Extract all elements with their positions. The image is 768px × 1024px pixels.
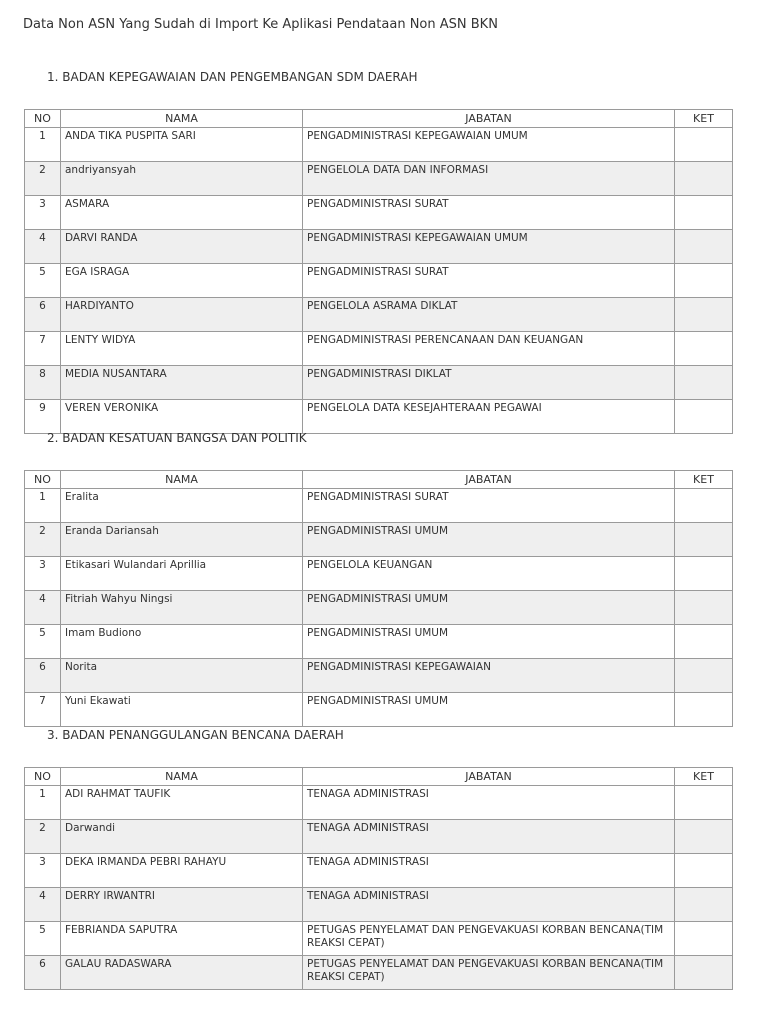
cell-no: 6 (25, 956, 61, 990)
cell-jabatan: PETUGAS PENYELAMAT DAN PENGEVAKUASI KORBAN BENCANA(TIM REAKSI CEPAT) (303, 922, 675, 956)
cell-nama: DARVI RANDA (61, 230, 303, 264)
cell-ket (675, 956, 733, 990)
table-row (25, 489, 733, 523)
table-header-row (25, 110, 733, 128)
cell-no: 5 (25, 625, 61, 659)
cell-ket (675, 366, 733, 400)
cell-nama: EGA ISRAGA (61, 264, 303, 298)
table-row (25, 854, 733, 888)
cell-nama: andriyansyah (61, 162, 303, 196)
column-header-no: NO (25, 110, 61, 128)
table-row (25, 922, 733, 956)
column-header-ket: KET (675, 471, 733, 489)
cell-no: 1 (25, 786, 61, 820)
cell-jabatan: TENAGA ADMINISTRASI (303, 786, 675, 820)
cell-jabatan: TENAGA ADMINISTRASI (303, 854, 675, 888)
cell-nama: FEBRIANDA SAPUTRA (61, 922, 303, 956)
cell-ket (675, 820, 733, 854)
cell-ket (675, 523, 733, 557)
column-header-nama: NAMA (61, 110, 303, 128)
table-row (25, 693, 733, 727)
cell-no: 4 (25, 591, 61, 625)
table-row (25, 659, 733, 693)
cell-no: 5 (25, 264, 61, 298)
cell-no: 4 (25, 230, 61, 264)
cell-ket (675, 591, 733, 625)
cell-jabatan: PETUGAS PENYELAMAT DAN PENGEVAKUASI KORBAN BENCANA(TIM REAKSI CEPAT) (303, 956, 675, 990)
cell-nama: Yuni Ekawati (61, 693, 303, 727)
cell-nama: Fitriah Wahyu Ningsi (61, 591, 303, 625)
cell-jabatan: PENGELOLA KEUANGAN (303, 557, 675, 591)
cell-jabatan: PENGADMINISTRASI PERENCANAAN DAN KEUANGAN (303, 332, 675, 366)
cell-ket (675, 162, 733, 196)
cell-no: 1 (25, 128, 61, 162)
cell-no: 9 (25, 400, 61, 434)
table-header-row (25, 471, 733, 489)
section-heading: 3. BADAN PENANGGULANGAN BENCANA DAERAH (47, 728, 344, 742)
table-row (25, 128, 733, 162)
cell-ket (675, 659, 733, 693)
cell-jabatan: PENGELOLA ASRAMA DIKLAT (303, 298, 675, 332)
cell-nama: DERRY IRWANTRI (61, 888, 303, 922)
column-header-ket: KET (675, 110, 733, 128)
cell-jabatan: PENGADMINISTRASI KEPEGAWAIAN UMUM (303, 128, 675, 162)
cell-jabatan: PENGADMINISTRASI KEPEGAWAIAN (303, 659, 675, 693)
cell-nama: MEDIA NUSANTARA (61, 366, 303, 400)
cell-nama: Etikasari Wulandari Aprillia (61, 557, 303, 591)
cell-jabatan: PENGADMINISTRASI UMUM (303, 693, 675, 727)
table-row (25, 956, 733, 990)
cell-nama: ASMARA (61, 196, 303, 230)
section-heading: 2. BADAN KESATUAN BANGSA DAN POLITIK (47, 431, 307, 445)
column-header-ket: KET (675, 768, 733, 786)
table-row (25, 625, 733, 659)
table-row (25, 264, 733, 298)
cell-no: 3 (25, 196, 61, 230)
table-row (25, 523, 733, 557)
cell-jabatan: PENGADMINISTRASI UMUM (303, 625, 675, 659)
cell-ket (675, 264, 733, 298)
cell-nama: Norita (61, 659, 303, 693)
cell-jabatan: PENGADMINISTRASI SURAT (303, 196, 675, 230)
column-header-nama: NAMA (61, 471, 303, 489)
cell-jabatan: PENGADMINISTRASI UMUM (303, 591, 675, 625)
cell-ket (675, 625, 733, 659)
page-title: Data Non ASN Yang Sudah di Import Ke Aplikasi Pendataan Non ASN BKN (23, 17, 498, 32)
cell-no: 1 (25, 489, 61, 523)
table-row (25, 786, 733, 820)
cell-ket (675, 922, 733, 956)
cell-ket (675, 196, 733, 230)
table-row (25, 298, 733, 332)
table-row (25, 230, 733, 264)
cell-nama: Eranda Dariansah (61, 523, 303, 557)
cell-no: 2 (25, 820, 61, 854)
cell-ket (675, 298, 733, 332)
table-row (25, 888, 733, 922)
column-header-no: NO (25, 471, 61, 489)
cell-nama: ADI RAHMAT TAUFIK (61, 786, 303, 820)
cell-ket (675, 786, 733, 820)
cell-nama: GALAU RADASWARA (61, 956, 303, 990)
cell-no: 2 (25, 523, 61, 557)
employee-table (24, 767, 733, 990)
cell-no: 7 (25, 332, 61, 366)
table-row (25, 400, 733, 434)
column-header-jabatan: JABATAN (303, 471, 675, 489)
cell-jabatan: PENGADMINISTRASI SURAT (303, 264, 675, 298)
cell-nama: Imam Budiono (61, 625, 303, 659)
cell-nama: LENTY WIDYA (61, 332, 303, 366)
cell-jabatan: PENGELOLA DATA KESEJAHTERAAN PEGAWAI (303, 400, 675, 434)
cell-ket (675, 557, 733, 591)
cell-nama: HARDIYANTO (61, 298, 303, 332)
cell-jabatan: TENAGA ADMINISTRASI (303, 820, 675, 854)
cell-jabatan: TENAGA ADMINISTRASI (303, 888, 675, 922)
cell-ket (675, 332, 733, 366)
cell-no: 5 (25, 922, 61, 956)
cell-ket (675, 128, 733, 162)
cell-ket (675, 693, 733, 727)
table-row (25, 820, 733, 854)
cell-no: 4 (25, 888, 61, 922)
cell-nama: Eralita (61, 489, 303, 523)
table-row (25, 332, 733, 366)
table-row (25, 196, 733, 230)
cell-no: 8 (25, 366, 61, 400)
cell-no: 6 (25, 659, 61, 693)
cell-no: 7 (25, 693, 61, 727)
cell-jabatan: PENGADMINISTRASI KEPEGAWAIAN UMUM (303, 230, 675, 264)
table-header-row (25, 768, 733, 786)
cell-ket (675, 489, 733, 523)
table-row (25, 557, 733, 591)
cell-no: 2 (25, 162, 61, 196)
cell-no: 6 (25, 298, 61, 332)
cell-nama: ANDA TIKA PUSPITA SARI (61, 128, 303, 162)
cell-nama: DEKA IRMANDA PEBRI RAHAYU (61, 854, 303, 888)
column-header-jabatan: JABATAN (303, 110, 675, 128)
table-row (25, 162, 733, 196)
cell-ket (675, 854, 733, 888)
cell-ket (675, 400, 733, 434)
cell-no: 3 (25, 557, 61, 591)
cell-jabatan: PENGADMINISTRASI UMUM (303, 523, 675, 557)
table-row (25, 366, 733, 400)
cell-jabatan: PENGADMINISTRASI DIKLAT (303, 366, 675, 400)
column-header-no: NO (25, 768, 61, 786)
employee-table (24, 470, 733, 727)
cell-no: 3 (25, 854, 61, 888)
column-header-nama: NAMA (61, 768, 303, 786)
column-header-jabatan: JABATAN (303, 768, 675, 786)
table-row (25, 591, 733, 625)
cell-jabatan: PENGADMINISTRASI SURAT (303, 489, 675, 523)
section-heading: 1. BADAN KEPEGAWAIAN DAN PENGEMBANGAN SDM DAERAH (47, 70, 418, 84)
cell-ket (675, 230, 733, 264)
employee-table (24, 109, 733, 434)
cell-ket (675, 888, 733, 922)
cell-nama: VEREN VERONIKA (61, 400, 303, 434)
cell-jabatan: PENGELOLA DATA DAN INFORMASI (303, 162, 675, 196)
cell-nama: Darwandi (61, 820, 303, 854)
